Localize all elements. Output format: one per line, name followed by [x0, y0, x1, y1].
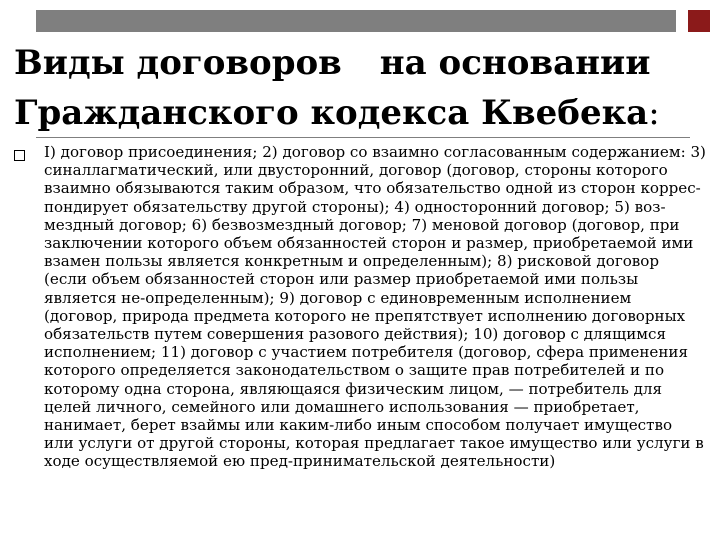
body-paragraph: I) договор присоединения; 2) договор со взаимно согласованным содержанием: 3) синаллагматический, или двусторонний, договор (договор, стороны которого взаимно обязываются таким образом, что обязательство одной из сторон коррес-пондирует обязательству другой стороны); 4) односторонний договор; 5) воз-мездный договор; 6) безвозмездный договор; 7) меновой договор (договор, при заключении которого объем обязанностей сторон и размер, приобретаемой ими взамен пользы является конкретным и определенным); 8) рисковой договор (если объем обязанностей сторон или размер приобретаемой ими пользы является не-определенным); 9) договор с единовременным исполнением (договор, природа предмета которого не препятствует исполнению договорных обязательств путем совершения разового действия); 10) договор с длящимся исполнением; 11) договор с участием потребителя (договор, сфера применения которого определяется законодательством о защите прав потребителей и по которому одна сторона, являющаяся физическим лицом, — потребитель для целей личного, семейного или домашнего использования — приобретает, нанимает, берет взаймы или каким-либо иным способом получает имущество или услуги от другой стороны, которая предлагает такое имущество или услуги в ходе осуществляемой ею пред-принимательской деятельности): [44, 143, 706, 471]
decorative-top-bar: [36, 10, 676, 32]
slide-title: [14, 38, 704, 138]
square-bullet-icon: [14, 150, 25, 161]
title-line2-main: Гражданского кодекса Квебека: [14, 93, 649, 133]
title-divider-rule: [36, 137, 690, 138]
title-colon: :: [648, 93, 660, 133]
title-line1-part2: на основании: [379, 43, 651, 83]
title-line1-part1: Виды договоров: [14, 43, 342, 83]
decorative-corner-square: [688, 10, 710, 32]
